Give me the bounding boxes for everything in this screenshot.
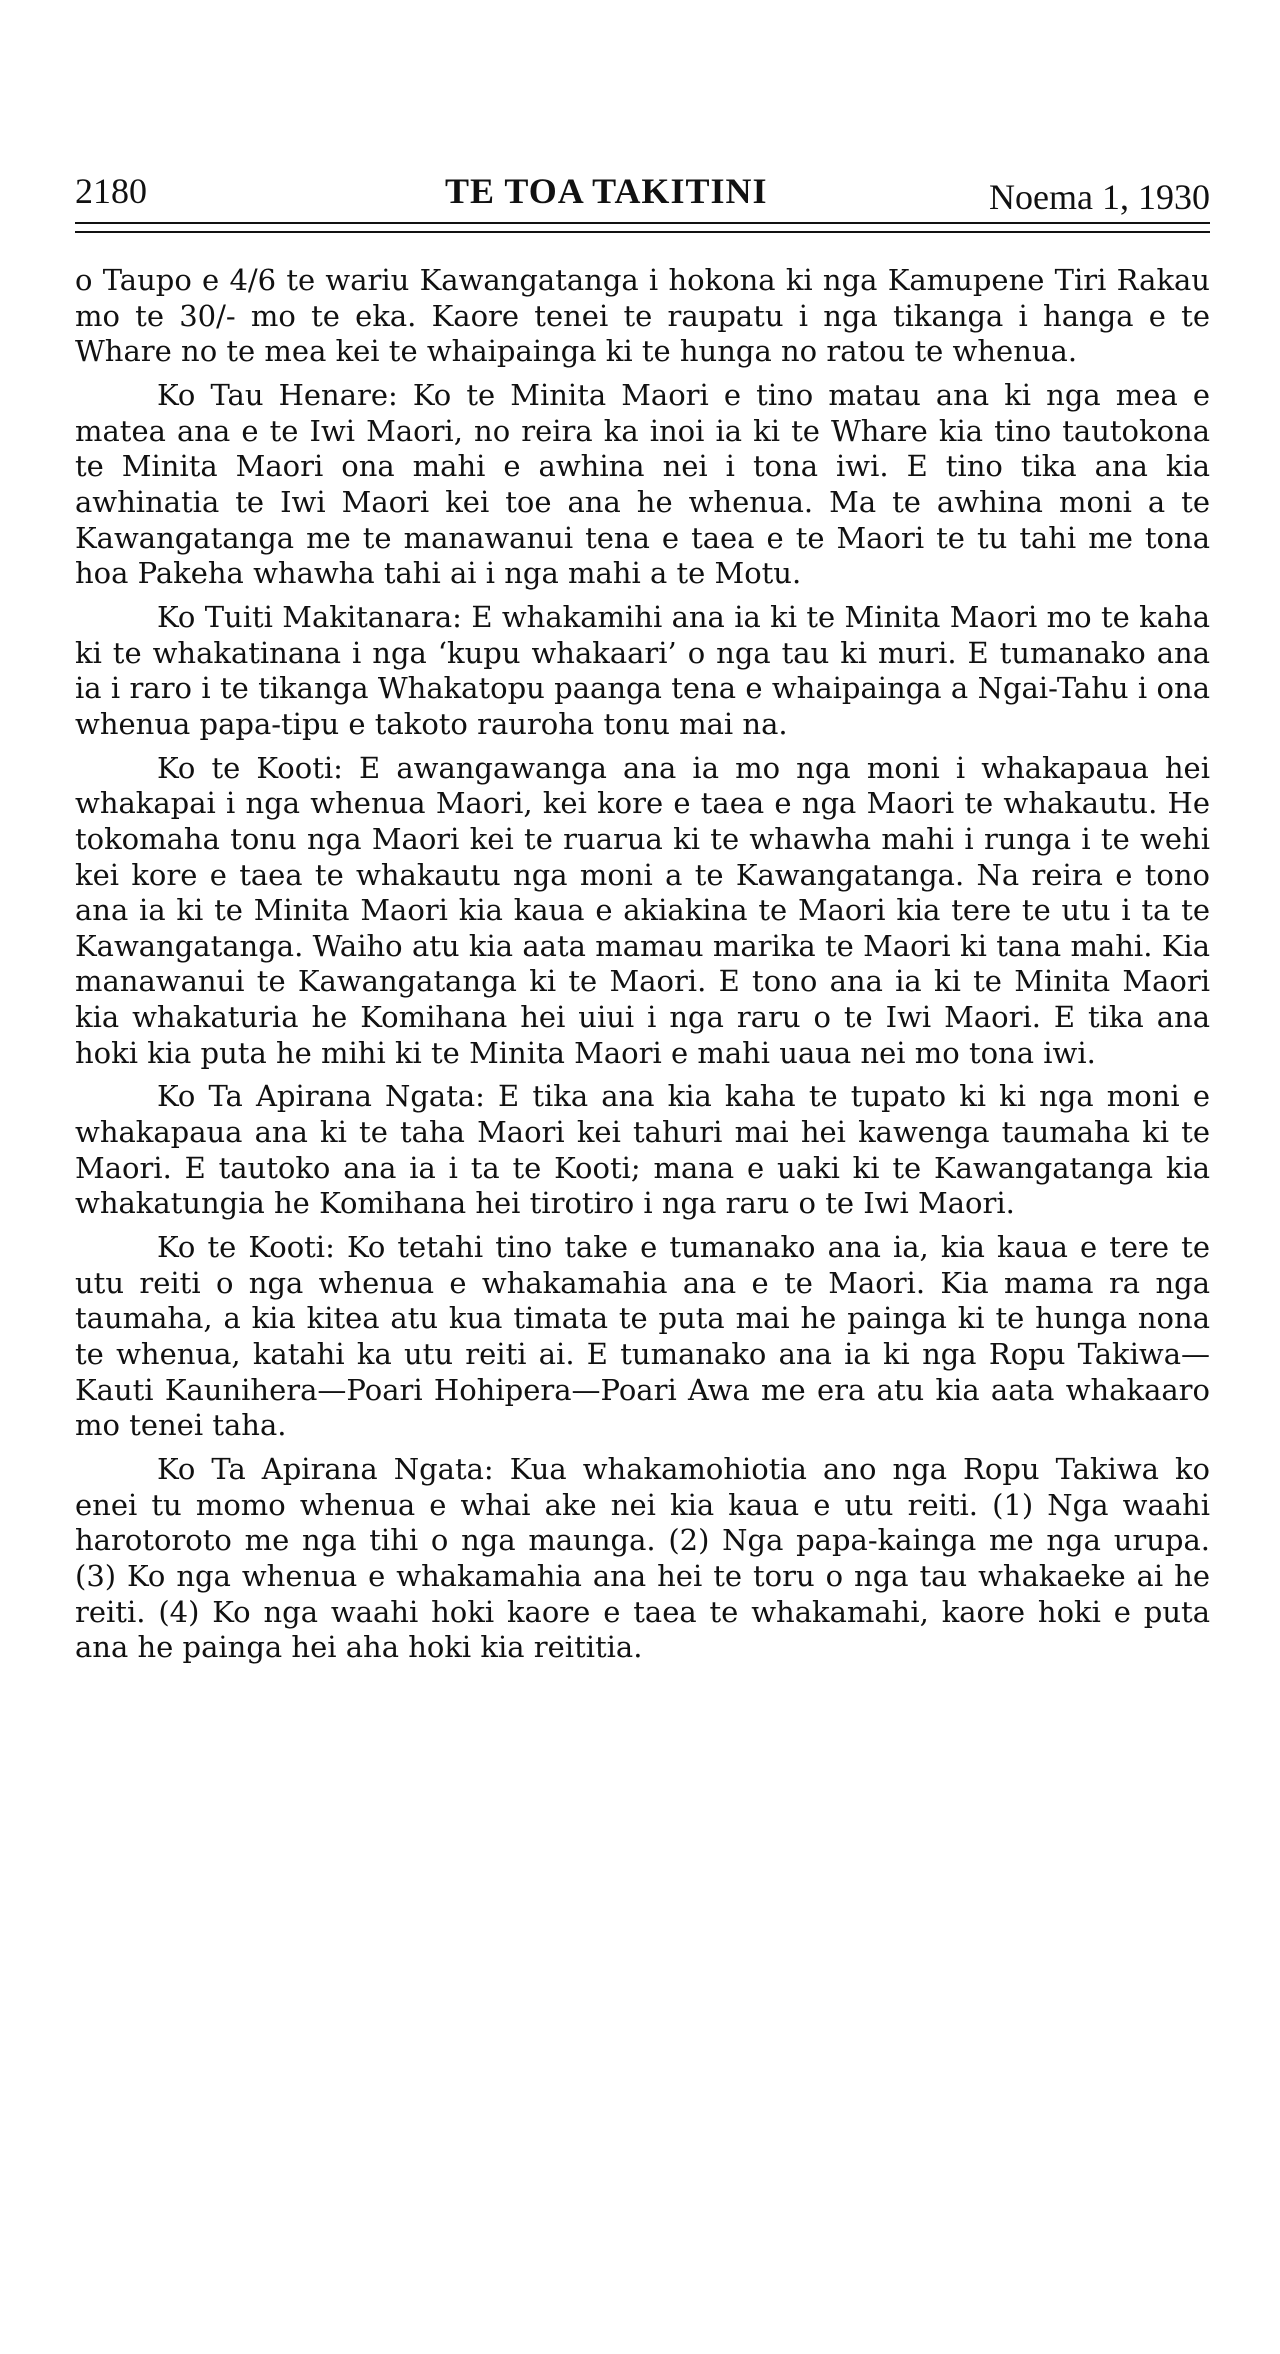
journal-title: TE TOA TAKITINI (445, 171, 768, 211)
paragraph-continuation: o Taupo e 4/6 te wariu Kawangatanga i hokona ki nga Kamupene Tiri Rakau mo te 30/- mo te eka. Kaore tenei te raupatu i nga tikanga i hanga e te Whare no te mea kei te whaipainga ki te hunga no ratou te whenua. (75, 263, 1210, 369)
paragraph-te-kooti-2: Ko te Kooti: Ko tetahi tino take e tumanako ana ia, kia kaua e tere te utu reiti o nga whenua e whakamahia ana e te Maori. Kia mama ra nga taumaha, a kia kitea atu kua timata te puta mai he painga ki te hunga nona te whenua, katahi ka utu reiti ai. E tumanako ana ia ki nga Ropu Takiwa—Kauti Kaunihera—Poari Hohipera—Poari Awa me era atu kia aata whakaaro mo tenei taha. (75, 1230, 1210, 1443)
header-double-rule (75, 222, 1210, 233)
issue-date: Noema 1, 1930 (989, 177, 1210, 217)
paragraph-apirana-ngata-1: Ko Ta Apirana Ngata: E tika ana kia kaha te tupato ki ki nga moni e whakapaua ana ki te taha Maori kei tahuri mai hei kawenga taumaha ki te Maori. E tautoko ana ia i ta te Kooti; mana e uaki ki te Kawangatanga kia whakatungia he Komihana hei tirotiro i nga raru o te Iwi Maori. (75, 1079, 1210, 1221)
document-page (75, 150, 1210, 1674)
paragraph-apirana-ngata-2: Ko Ta Apirana Ngata: Kua whakamohiotia ano nga Ropu Takiwa ko enei tu momo whenua e whai ake nei kia kaua e utu reiti. (1) Nga waahi harotoroto me nga tihi o nga maunga. (2) Nga papa-kainga me nga urupa. (3) Ko nga whenua e whakamahia ana hei te toru o nga tau whakaeke ai he reiti. (4) Ko nga waahi hoki kaore e taea te whakamahi, kaore hoki e puta ana he painga hei aha hoki kia reititia. (75, 1452, 1210, 1665)
page-number: 2180 (75, 171, 147, 211)
page-header (75, 150, 1210, 217)
paragraph-te-kooti-1: Ko te Kooti: E awangawanga ana ia mo nga moni i whakapaua hei whakapai i nga whenua Maori, kei kore e taea e nga Maori te whakautu. He tokomaha tonu nga Maori kei te ruarua ki te whawha mahi i runga i te wehi kei kore e taea te whakautu nga moni a te Kawangatanga. Na reira e tono ana ia ki te Minita Maori kia kaua e akiakina te Maori kia tere te utu i ta te Kawangatanga. Waiho atu kia aata mamau marika te Maori ki tana mahi. Kia manawanui te Kawangatanga ki te Maori. E tono ana ia ki te Minita Maori kia whakaturia he Komihana hei uiui i nga raru o te Iwi Maori. E tika ana hoki kia puta he mihi ki te Minita Maori e mahi uaua nei mo tona iwi. (75, 750, 1210, 1070)
paragraph-tuiti-makitanara: Ko Tuiti Makitanara: E whakamihi ana ia ki te Minita Maori mo te kaha ki te whakatinana i nga ‘kupu whakaari’ o nga tau ki muri. E tumanako ana ia i raro i te tikanga Whakatopu paanga tena e whaipainga a Ngai-Tahu i ona whenua papa-tipu e takoto rauroha tonu mai na. (75, 599, 1210, 741)
paragraph-tau-henare: Ko Tau Henare: Ko te Minita Maori e tino matau ana ki nga mea e matea ana e te Iwi Maori, no reira ka inoi ia ki te Whare kia tino tautokona te Minita Maori ona mahi e awhina nei i tona iwi. E tino tika ana kia awhinatia te Iwi Maori kei toe ana he whenua. Ma te awhina moni a te Kawangatanga me te manawanui tena e taea e te Maori te tu tahi me tona hoa Pakeha whawha tahi ai i nga mahi a te Motu. (75, 377, 1210, 591)
article-body (75, 263, 1210, 1666)
